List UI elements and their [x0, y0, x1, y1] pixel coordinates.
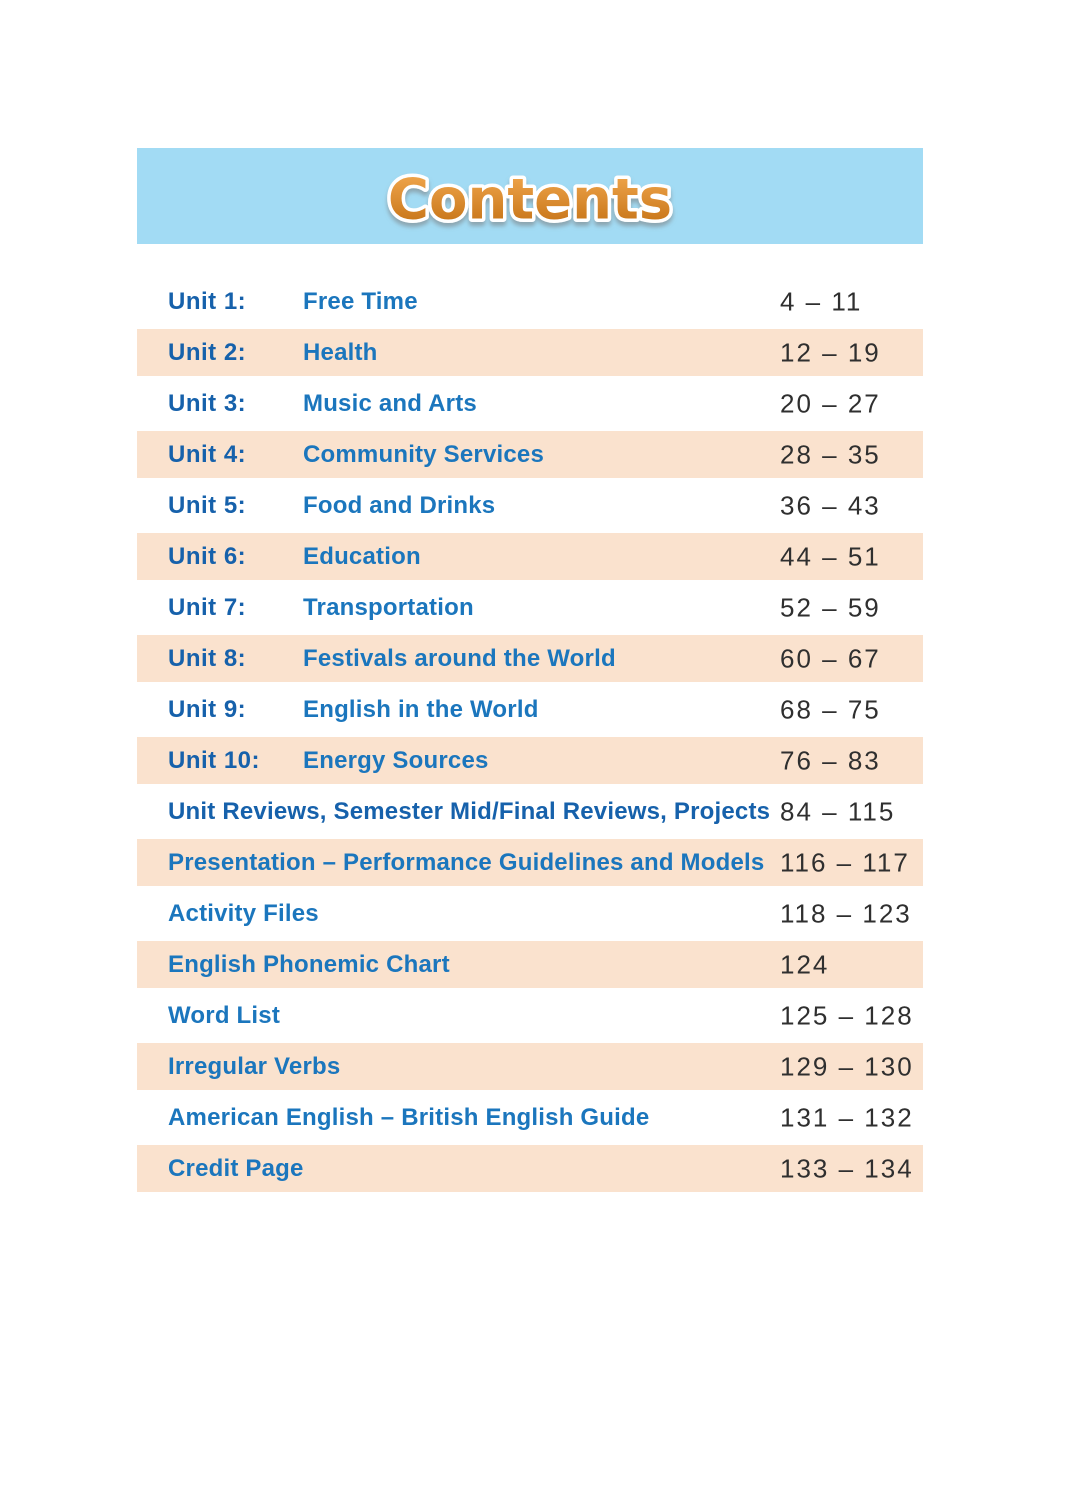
toc-row: [137, 786, 923, 837]
toc-row-title: Unit Reviews, Semester Mid/Final Reviews, Projects: [168, 797, 771, 825]
toc-row-unit-label: Unit 3:: [168, 389, 247, 417]
toc-row-pages: 124: [780, 949, 830, 979]
toc-row-pages: 36 – 43: [780, 490, 881, 520]
toc-row: [137, 429, 923, 480]
contents-heading-art: [137, 148, 923, 244]
toc-row-pages: 125 – 128: [780, 1000, 914, 1030]
toc-row-pages: 131 – 132: [780, 1102, 914, 1132]
toc-row: [137, 1041, 923, 1092]
toc-row-title: Transportation: [303, 593, 474, 621]
toc-row-title: Education: [303, 542, 421, 570]
toc-row-pages: 76 – 83: [780, 745, 881, 775]
toc-row: [137, 735, 923, 786]
toc-row-title: Presentation – Performance Guidelines and Models: [168, 848, 765, 876]
toc-row-pages: 52 – 59: [780, 592, 881, 622]
toc-row: [137, 633, 923, 684]
toc-row-unit-label: Unit 2:: [168, 338, 247, 366]
toc-row-pages: 84 – 115: [780, 796, 896, 826]
toc-row-unit-label: Unit 4:: [168, 440, 247, 468]
toc-row-unit-label: Unit 9:: [168, 695, 247, 723]
toc-row-title: Music and Arts: [303, 389, 477, 417]
toc-row-title: Health: [303, 338, 378, 366]
toc-row: [137, 990, 923, 1041]
toc-row-pages: 44 – 51: [780, 541, 881, 571]
toc-row-title: American English – British English Guide: [168, 1103, 650, 1131]
toc-row-title: Free Time: [303, 287, 418, 315]
toc-row-pages: 118 – 123: [780, 898, 912, 928]
toc-row-pages: 12 – 19: [780, 337, 881, 367]
toc-row-unit-label: Unit 6:: [168, 542, 247, 570]
toc-row-pages: 20 – 27: [780, 388, 881, 418]
toc-row-title: Irregular Verbs: [168, 1052, 341, 1080]
toc-row-pages: 28 – 35: [780, 439, 881, 469]
toc-row-pages: 116 – 117: [780, 847, 910, 877]
toc-row-title: Credit Page: [168, 1154, 304, 1182]
toc-row-title: Energy Sources: [303, 746, 489, 774]
toc-row-unit-label: Unit 10:: [168, 746, 261, 774]
toc-row: [137, 939, 923, 990]
toc-row-pages: 133 – 134: [780, 1153, 914, 1183]
toc-row: [137, 276, 923, 327]
toc-row-title: Community Services: [303, 440, 545, 468]
contents-header-band: [137, 148, 923, 244]
toc-row-title: English in the World: [303, 695, 539, 723]
toc-row: [137, 327, 923, 378]
toc-row: [137, 378, 923, 429]
toc-row-title: Food and Drinks: [303, 491, 496, 519]
toc-row: [137, 582, 923, 633]
toc-row: [137, 684, 923, 735]
toc-row-pages: 4 – 11: [780, 286, 863, 316]
toc-row: [137, 888, 923, 939]
toc-row-title: Activity Files: [168, 899, 319, 927]
toc-row: [137, 837, 923, 888]
toc-row-unit-label: Unit 7:: [168, 593, 247, 621]
toc-row-title: Word List: [168, 1001, 281, 1029]
toc-row: [137, 480, 923, 531]
toc-row-unit-label: Unit 1:: [168, 287, 247, 315]
toc-row-title: English Phonemic Chart: [168, 950, 450, 978]
toc-row: [137, 531, 923, 582]
toc-row: [137, 1092, 923, 1143]
toc-row: [137, 1143, 923, 1194]
toc-row-pages: 60 – 67: [780, 643, 881, 673]
toc-list: [137, 276, 923, 1194]
toc-row-pages: 129 – 130: [780, 1051, 914, 1081]
toc-row-unit-label: Unit 5:: [168, 491, 247, 519]
toc-row-unit-label: Unit 8:: [168, 644, 247, 672]
toc-row-title: Festivals around the World: [303, 644, 616, 672]
toc-row-pages: 68 – 75: [780, 694, 881, 724]
page-title: Contents: [387, 167, 673, 233]
